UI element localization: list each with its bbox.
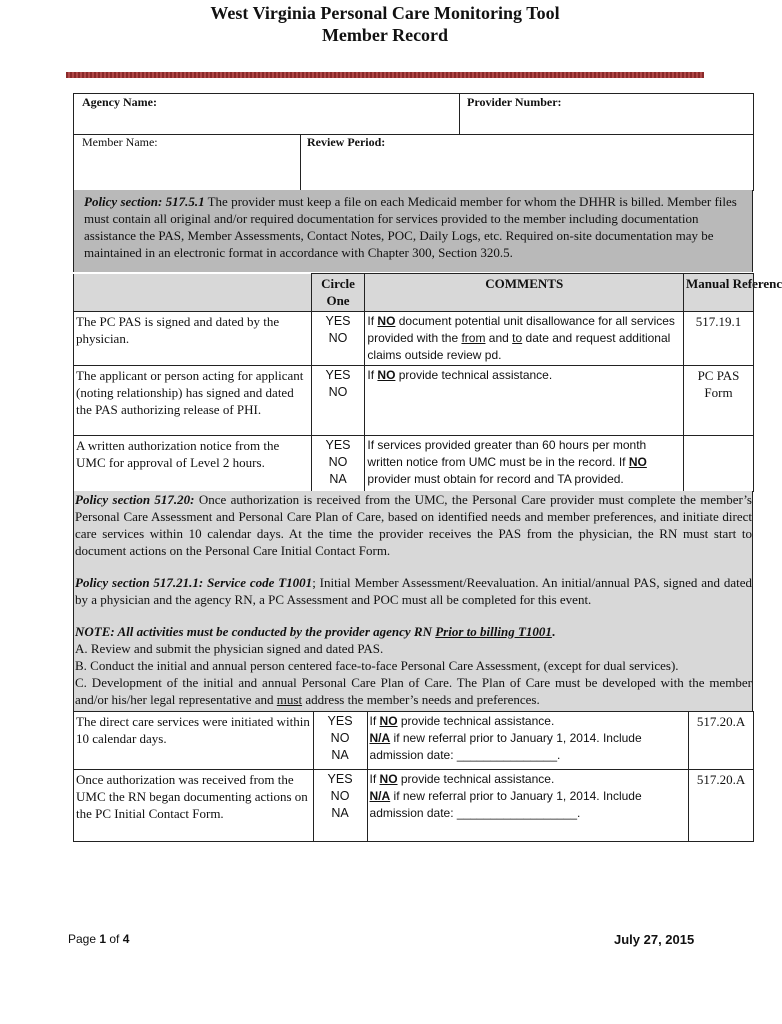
review-item: The PC PAS is signed and dated by the physician. bbox=[74, 312, 312, 366]
option-no[interactable]: NO bbox=[330, 731, 350, 745]
manual-reference: 517.20.A bbox=[689, 770, 754, 842]
document-title: West Virginia Personal Care Monitoring Tool bbox=[210, 3, 560, 23]
note-line: NOTE: All activities must be conducted by the provider agency RN Prior to billing T1001. bbox=[75, 624, 556, 639]
circle-options[interactable] bbox=[311, 312, 365, 366]
table-row bbox=[74, 366, 754, 436]
review-period-label: Review Period: bbox=[307, 135, 386, 149]
document-subtitle: Member Record bbox=[321, 25, 449, 45]
header-manual-reference: Manual Referenc bbox=[683, 274, 753, 312]
circle-options[interactable] bbox=[311, 436, 365, 492]
policy-517-21-1-section: Policy section 517.21.1: Service code T1001 bbox=[75, 575, 313, 590]
table-row bbox=[74, 312, 754, 366]
note-item-c: C. Development of the initial and annual Personal Care Plan of Care. The Plan of Care must be developed with the member and/or his/her legal representative and must address the member’s needs and preferences. bbox=[75, 675, 752, 707]
document-date: July 27, 2015 bbox=[614, 932, 695, 947]
review-item: The applicant or person acting for applicant (noting relationship) has signed and dated the PAS authorizing release of PHI. bbox=[74, 366, 312, 436]
option-no[interactable]: NO bbox=[328, 385, 348, 399]
option-yes[interactable]: YES bbox=[325, 368, 351, 382]
comment-cell: If NO provide technical assistance. bbox=[365, 366, 684, 436]
option-na[interactable]: NA bbox=[331, 748, 349, 762]
decorative-divider bbox=[66, 72, 704, 78]
comment-cell: If NO provide technical assistance. N/A if new referral prior to January 1, 2014. Include admission date: _______________. bbox=[367, 712, 689, 770]
manual-reference: 517.20.A bbox=[689, 712, 754, 770]
table-row bbox=[74, 712, 754, 770]
policy-517-5-1-section: Policy section: 517.5.1 bbox=[84, 194, 205, 209]
member-info-box bbox=[73, 93, 754, 191]
note-item-a: A. Review and submit the physician signed and dated PAS. bbox=[75, 641, 384, 656]
option-na[interactable]: NA bbox=[329, 472, 347, 486]
option-no[interactable]: NO bbox=[330, 789, 350, 803]
circle-options[interactable] bbox=[313, 770, 367, 842]
comment-cell: If services provided greater than 60 hours per month written notice from UMC must be in the record. If NO provider must obtain for record and TA provided. bbox=[365, 436, 684, 492]
agency-name-label: Agency Name: bbox=[82, 95, 157, 109]
provider-number-label: Provider Number: bbox=[467, 95, 562, 109]
option-na[interactable]: NA bbox=[331, 806, 349, 820]
member-name-label: Member Name: bbox=[82, 135, 158, 149]
review-table-2 bbox=[73, 711, 754, 842]
option-yes[interactable]: YES bbox=[325, 438, 351, 452]
manual-reference bbox=[683, 436, 753, 492]
manual-reference: PC PAS Form bbox=[683, 366, 753, 436]
table-row bbox=[74, 770, 754, 842]
review-table-1 bbox=[73, 273, 782, 492]
note-item-b: B. Conduct the initial and annual person centered face-to-face Personal Care Assessment, (except for dual services). bbox=[75, 658, 679, 673]
option-yes[interactable]: YES bbox=[325, 314, 351, 328]
review-item: Once authorization was received from the UMC the RN began documenting actions on the PC Initial Contact Form. bbox=[74, 770, 314, 842]
comment-cell: If NO document potential unit disallowance for all services provided with the from and to date and request additional claims outside review pd. bbox=[365, 312, 684, 366]
policy-517-20-block: Policy section 517.20: Once authorization is received from the UMC, the Personal Care provider must complete the member’s Personal Care Assessment and Personal Care Plan of Care, based on identified needs and member preferences, and initiate direct care services within 10 calendar days. At the time the provider receives the PAS from the physician, the RN must start to document actions on the Personal Care Initial Contact Form. Policy section 517.21.1: Service code T1001; Initial Member Assessment/Reevaluation. An initial/annual PAS, signed and dated by a physician and the agency RN, a PC Assessment and POC must all be completed for this event. NOTE: All activities must be conducted by the provider agency RN Prior to billing T1001. A. Review and submit the physician signed and dated PAS. B. Conduct the initial and annual person centered face-to-face Personal Care Assessment, (except for dual services). C. Development of the initial and annual Personal Care Plan of Care. The Plan of Care must be developed with the member and/or his/her legal representative and must address the member’s needs and preferences. bbox=[73, 491, 753, 711]
header-circle-one: Circle One bbox=[311, 274, 365, 312]
review-item: The direct care services were initiated within 10 calendar days. bbox=[74, 712, 314, 770]
option-yes[interactable]: YES bbox=[327, 714, 353, 728]
manual-reference: 517.19.1 bbox=[683, 312, 753, 366]
table-row bbox=[74, 436, 754, 492]
policy-517-20-section: Policy section 517.20: bbox=[75, 492, 195, 507]
page-number: Page 1 of 4 bbox=[68, 932, 130, 946]
option-no[interactable]: NO bbox=[328, 455, 348, 469]
circle-options[interactable] bbox=[313, 712, 367, 770]
policy-517-5-1-block bbox=[73, 190, 753, 272]
circle-options[interactable] bbox=[311, 366, 365, 436]
policy-517-5-1-text: The provider must keep a file on each Medicaid member for whom the DHHR is billed. Member files must contain all original and/or required documentation for services provided to the member including documentation assistance the PAS, Member Assessments, Contact Notes, POC, Daily Logs, etc. Required on-site documentation may be maintained in an electronic format in accordance with Chapter 300, Section 320.5. bbox=[84, 194, 737, 260]
comment-cell: If NO provide technical assistance. N/A if new referral prior to January 1, 2014. Include admission date: __________________. bbox=[367, 770, 689, 842]
header-comments: COMMENTS bbox=[365, 274, 684, 312]
option-yes[interactable]: YES bbox=[327, 772, 353, 786]
review-item: A written authorization notice from the UMC for approval of Level 2 hours. bbox=[74, 436, 312, 492]
option-no[interactable]: NO bbox=[328, 331, 348, 345]
